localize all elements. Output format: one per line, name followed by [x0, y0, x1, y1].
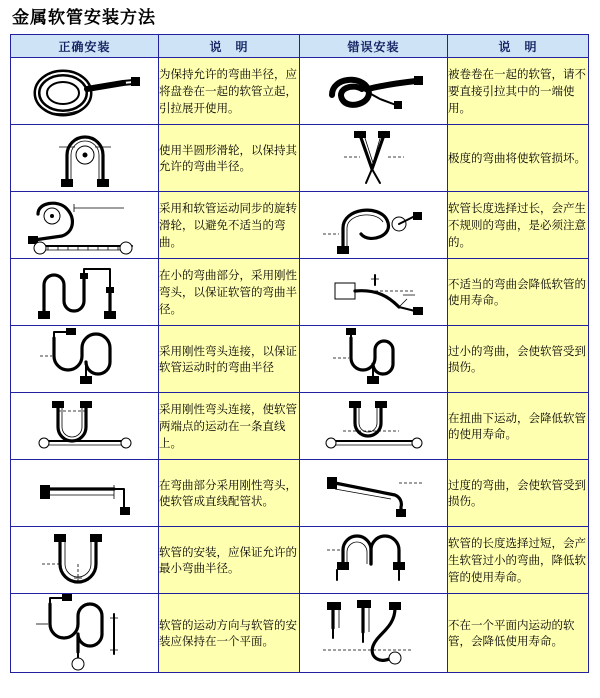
figure-motion-direction-same-plane: [11, 594, 159, 673]
column-header-correct-description: 说 明: [159, 35, 300, 58]
table-row: [11, 259, 589, 326]
figure-excessive-bend-straight-run: [300, 460, 448, 527]
description-correct: 在弯曲部分采用刚性弯头，使软管成直线配管状。: [159, 460, 300, 527]
figure-rigid-elbow-at-small-bend: [11, 259, 159, 326]
description-wrong: 过小的弯曲，会使软管受到损伤。: [448, 326, 589, 393]
description-correct: 使用半圆形滑轮，以保持其允许的弯曲半径。: [159, 125, 300, 192]
figure-hose-over-semicircular-sheave: [11, 125, 159, 192]
column-header-wrong-install: 错误安装: [300, 35, 448, 58]
table-row: [11, 460, 589, 527]
table-row: [11, 58, 589, 125]
description-wrong: 软管的长度选择过短，会产生软管过小的弯曲，降低软管的使用寿命。: [448, 527, 589, 594]
description-wrong: 软管长度选择过长，会产生不规则的弯曲，是必须注意的。: [448, 192, 589, 259]
description-wrong: 过度的弯曲，会使软管受到损伤。: [448, 460, 589, 527]
figure-too-long-hose-small-bend: [300, 527, 448, 594]
description-wrong: 被卷卷在一起的软管，请不要直接引拉其中的一端使用。: [448, 58, 589, 125]
figure-rigid-elbow-connection-u-loop: [11, 326, 159, 393]
hose-installation-table: [10, 34, 589, 673]
figure-too-small-bend-radius-loop: [300, 326, 448, 393]
table-row: [11, 125, 589, 192]
table-row: [11, 527, 589, 594]
figure-coiled-hose-pulled-one-end: [300, 58, 448, 125]
description-correct: 软管的安装，应保证允许的最小弯曲半径。: [159, 527, 300, 594]
description-correct: 采用刚性弯头连接，以保证软管运动时的弯曲半径: [159, 326, 300, 393]
figure-improper-bend-reduces-life: [300, 259, 448, 326]
column-header-wrong-description: 说 明: [448, 35, 589, 58]
figure-minimum-bend-radius-install: [11, 527, 159, 594]
description-correct: 为保持允许的弯曲半径，应将盘卷在一起的软管立起，引拉展开使用。: [159, 58, 300, 125]
table-row: [11, 192, 589, 259]
figure-hose-sharp-v-bend: [300, 125, 448, 192]
description-wrong: 在扭曲下运动，会降低软管的使用寿命。: [448, 393, 589, 460]
figure-torsion-motion-u-bend: [300, 393, 448, 460]
description-wrong: 不适当的弯曲会降低软管的使用寿命。: [448, 259, 589, 326]
table-row: [11, 594, 589, 673]
figure-rigid-elbow-straight-pipe-layout: [11, 460, 159, 527]
description-correct: 软管的运动方向与软管的安装应保持在一个平面。: [159, 594, 300, 673]
figure-rigid-elbows-straight-line-motion: [11, 393, 159, 460]
figure-hose-with-synchronized-rotating-pulley: [11, 192, 159, 259]
column-header-correct-install: 正确安装: [11, 35, 159, 58]
table-row: [11, 326, 589, 393]
figure-motion-out-of-plane: [300, 594, 448, 673]
table-header-row: [11, 35, 589, 58]
page-title: 金属软管安装方法: [12, 8, 156, 28]
description-correct: 采用和软管运动同步的旋转滑轮，以避免不适当的弯曲。: [159, 192, 300, 259]
figure-hose-too-long-irregular-bend: [300, 192, 448, 259]
description-correct: 在小的弯曲部分，采用刚性弯头，以保证软管的弯曲半径。: [159, 259, 300, 326]
description-wrong: 极度的弯曲将使软管损坏。: [448, 125, 589, 192]
figure-coiled-hose-standing-reel: [11, 58, 159, 125]
description-wrong: 不在一个平面内运动的软管，会降低使用寿命。: [448, 594, 589, 673]
description-correct: 采用刚性弯头连接，使软管两端点的运动在一条直线上。: [159, 393, 300, 460]
table-row: [11, 393, 589, 460]
